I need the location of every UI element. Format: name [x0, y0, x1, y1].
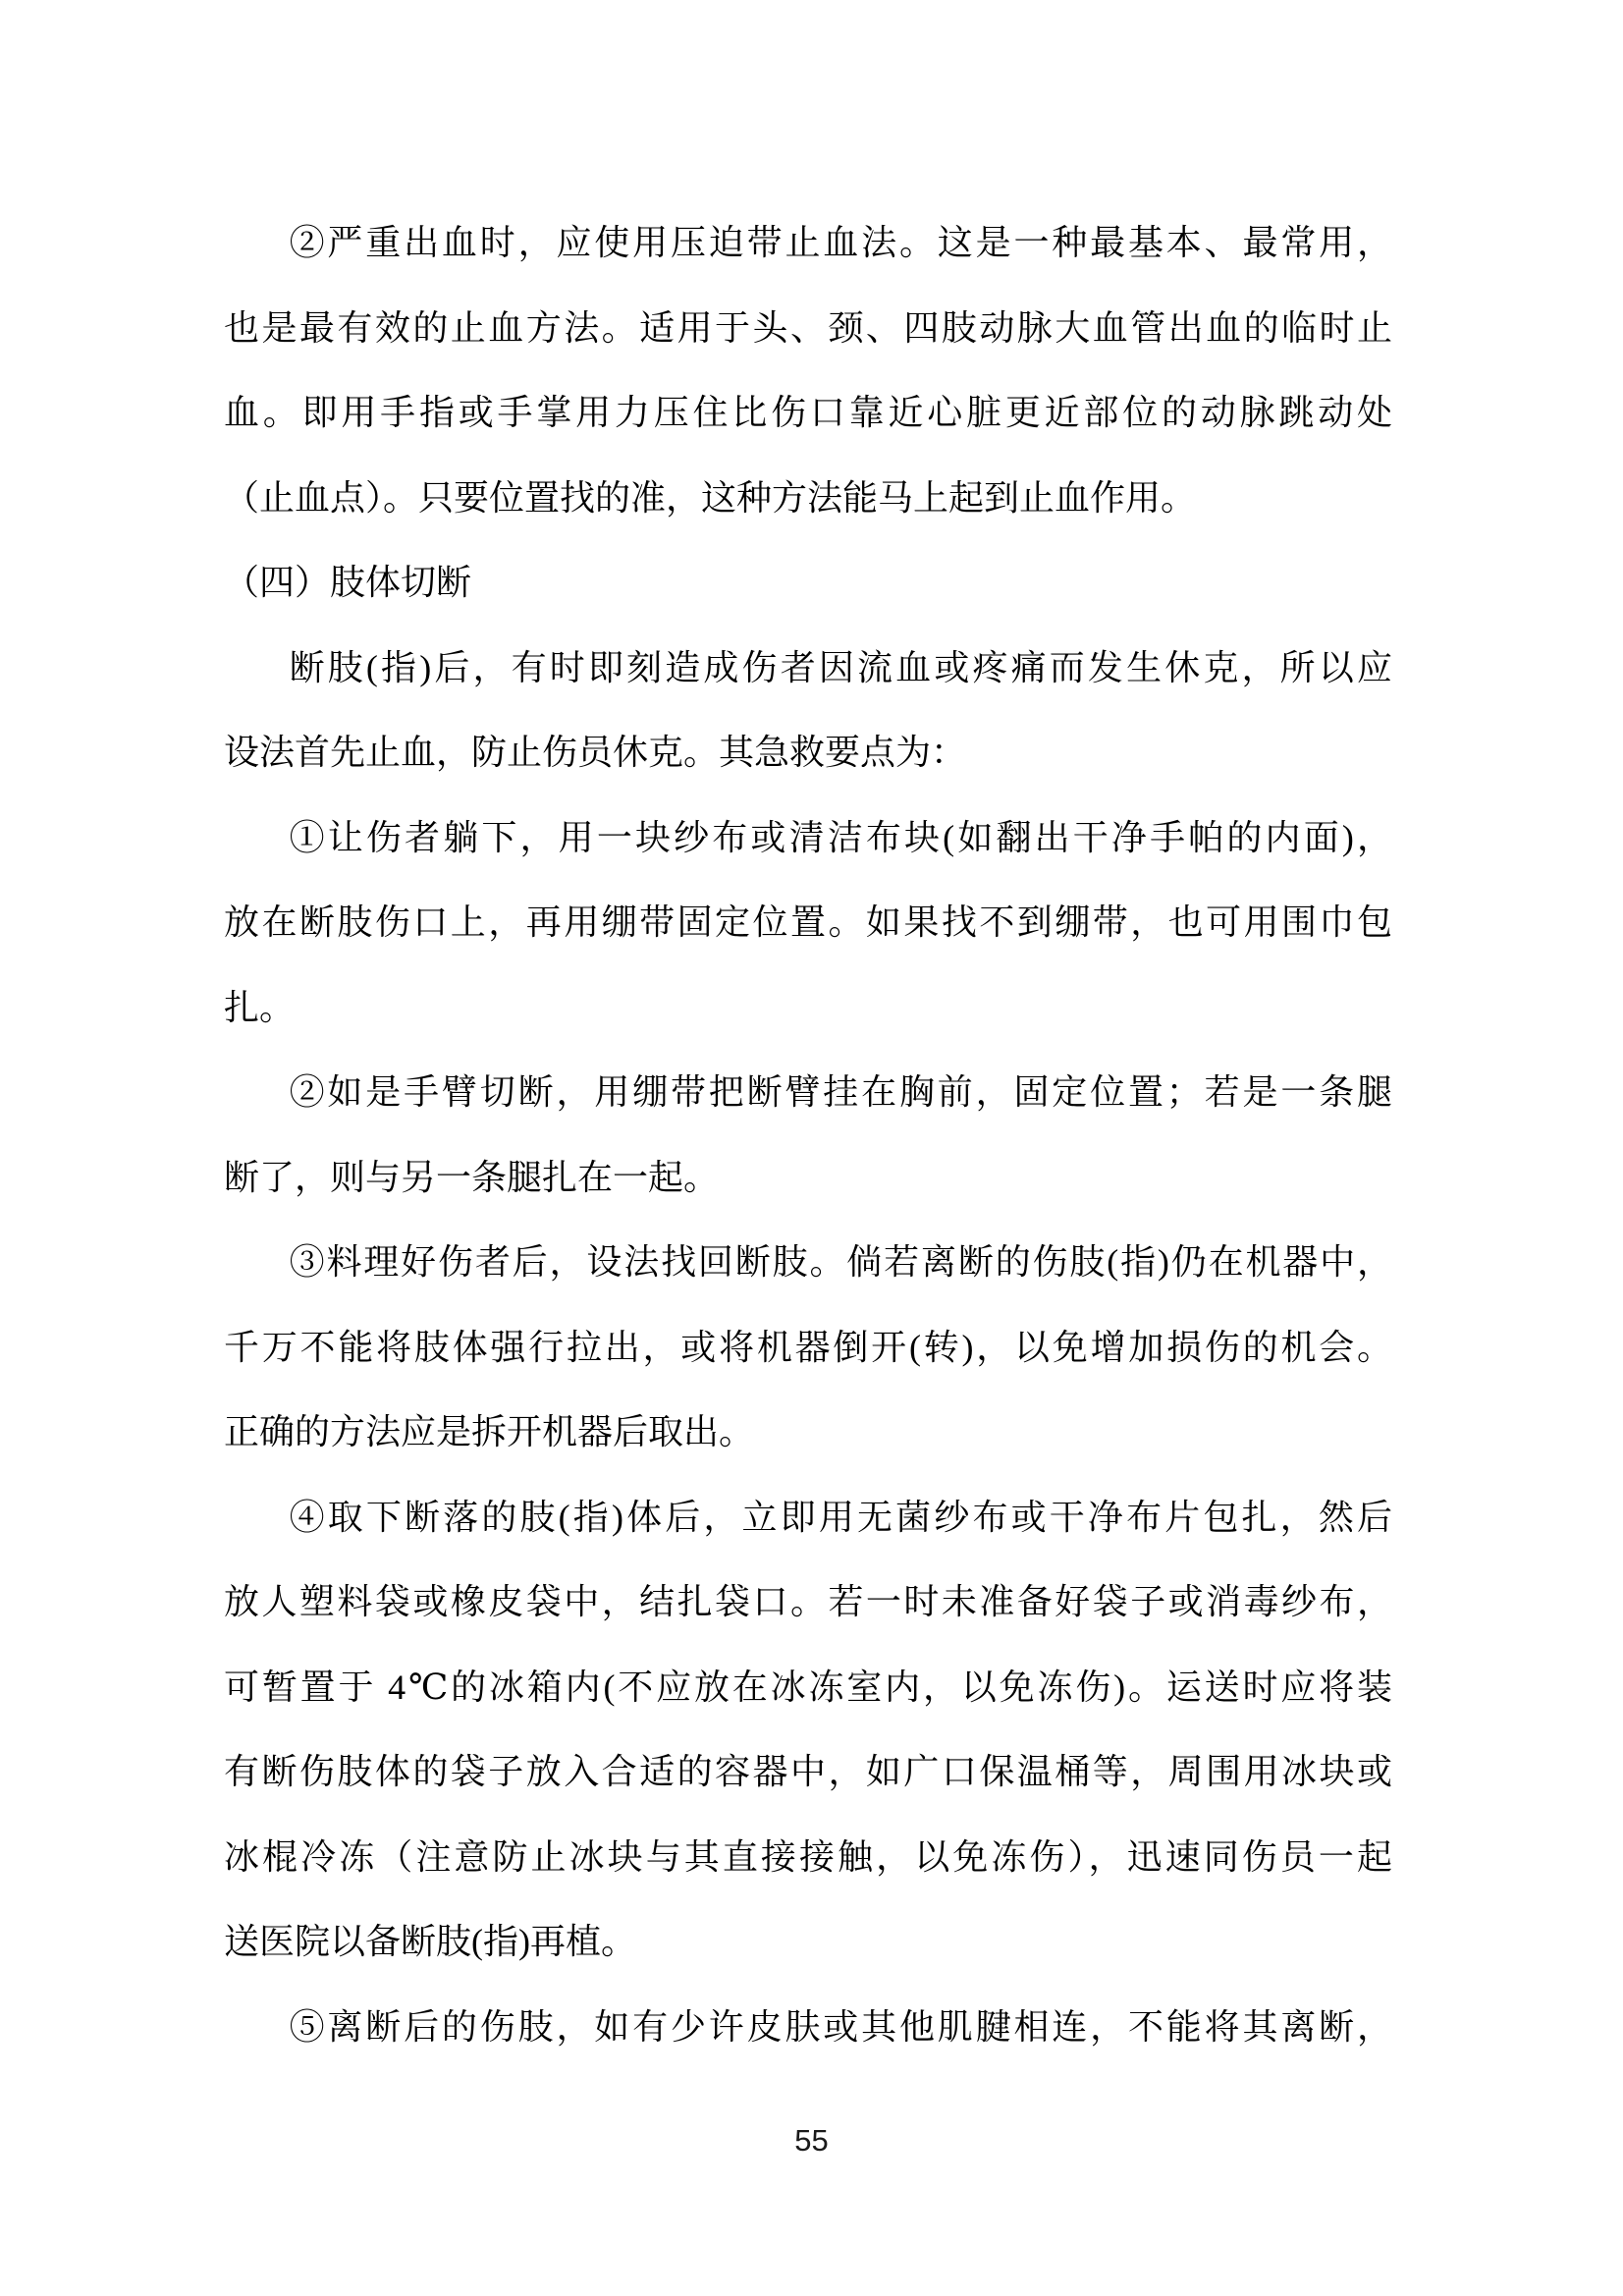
text-line: 断肢(指)后，有时即刻造成伤者因流血或疼痛而发生休克，所以应	[289, 647, 1392, 687]
text-line: 放在断肢伤口上，再用绷带固定位置。如果找不到绷带，也可用围巾包	[224, 902, 1392, 942]
text-line: ①让伤者躺下，用一块纱布或清洁布块(如翻出干净手帕的内面)，	[289, 817, 1392, 857]
text-line: 正确的方法应是拆开机器后取出。	[224, 1412, 755, 1451]
text-line: 可暂置于 4℃的冰箱内(不应放在冰冻室内，以免冻伤)。运送时应将装	[224, 1667, 1392, 1707]
page-number: 55	[794, 2123, 829, 2158]
text-line: 送医院以备断肢(指)再植。	[224, 1922, 636, 1961]
text-line: 扎。	[224, 987, 296, 1027]
text-line: 千万不能将肢体强行拉出，或将机器倒开(转)，以免增加损伤的机会。	[224, 1327, 1392, 1367]
section-heading: （四）肢体切断	[224, 563, 472, 602]
text-line: 冰棍冷冻（注意防止冰块与其直接接触，以免冻伤），迅速同伤员一起	[224, 1836, 1392, 1877]
text-line: 有断伤肢体的袋子放入合适的容器中，如广口保温桶等，周围用冰块或	[224, 1752, 1392, 1791]
text-line: （止血点）。只要位置找的准，这种方法能马上起到止血作用。	[224, 477, 1197, 518]
text-line: ②如是手臂切断，用绷带把断臂挂在胸前，固定位置；若是一条腿	[289, 1072, 1392, 1112]
text-line: 断了，则与另一条腿扎在一起。	[224, 1157, 720, 1197]
text-line: 血。即用手指或手掌用力压住比伤口靠近心脏更近部位的动脉跳动处	[224, 393, 1392, 432]
text-line: 放人塑料袋或橡皮袋中，结扎袋口。若一时未准备好袋子或消毒纱布，	[224, 1582, 1392, 1621]
page-text	[224, 200, 1392, 2069]
text-line: 设法首先止血，防止伤员休克。其急救要点为：	[224, 733, 967, 772]
text-line: 也是最有效的止血方法。适用于头、颈、四肢动脉大血管出血的临时止	[224, 307, 1392, 348]
text-line: ④取下断落的肢(指)体后，立即用无菌纱布或干净布片包扎，然后	[289, 1497, 1392, 1537]
text-line: ②严重出血时，应使用压迫带止血法。这是一种最基本、最常用，	[289, 223, 1392, 262]
text-line: ③料理好伤者后，设法找回断肢。倘若离断的伤肢(指)仍在机器中，	[289, 1242, 1392, 1282]
text-line: ⑤离断后的伤肢，如有少许皮肤或其他肌腱相连，不能将其离断，	[289, 2006, 1392, 2047]
